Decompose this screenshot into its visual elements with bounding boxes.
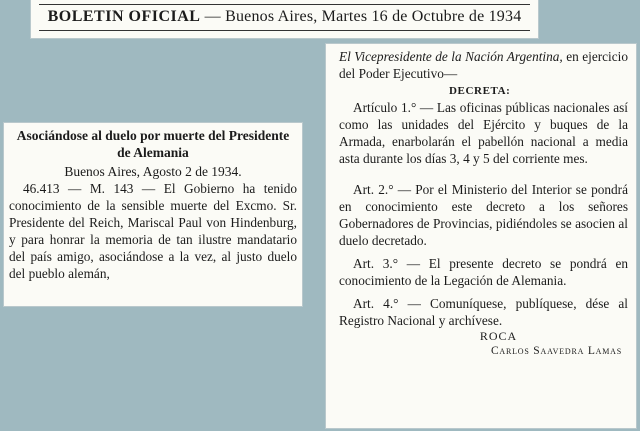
signature-roca: ROCA <box>479 329 518 343</box>
decree-intro: 46.413 — M. 143 — El Gobierno ha tenido conocimiento de la sensible muerte del Excmo. Sr. Presidente del Reich, Mariscal Paul von Hindenburg, y para honrar la memoria de tan ilustre mandatario del país amigo, asociándose a la vez, al justo duelo del pueblo alemán, <box>9 181 297 281</box>
decree-title: Asociándose al duelo por muerte del Presidente de Alemania <box>16 128 290 160</box>
preamble-rest: en ejercicio del Poder Ejecutivo— <box>339 49 628 81</box>
decreta-heading: DECRETA: <box>449 85 511 97</box>
header-top-rule <box>39 4 530 5</box>
preamble-italic: El Vicepresidente de la Nación Argentina, <box>339 49 563 64</box>
header-clipping <box>31 0 538 38</box>
publication-name: BOLETIN OFICIAL <box>47 8 201 25</box>
dateline: Buenos Aires, Agosto 2 de 1934. <box>64 164 242 179</box>
article-4: Art. 4.° — Comuníquese, publíquese, dése al Registro Nacional y archívese. <box>339 296 628 328</box>
right-clipping <box>326 44 636 428</box>
article-1: Artículo 1.° — Las oficinas públicas nacionales así como las unidades del Ejército y buques de la Armada, enarbolarán el pabellón nacional a media asta durante los días 3, 4 y 5 del corriente mes. <box>339 100 628 166</box>
left-clipping <box>4 123 302 306</box>
article-3: Art. 3.° — El presente decreto se pondrá en conocimiento de la Legación de Alemania. <box>339 256 628 288</box>
header-bottom-rule <box>39 30 530 31</box>
header-text <box>41 6 528 28</box>
preamble <box>339 48 628 82</box>
article-2: Art. 2.° — Por el Ministerio del Interior se pondrá en conocimiento este decreto a los señores Gobernadores de Provincias, pidiéndoles se asocien al duelo decretado. <box>339 182 628 248</box>
signature-saavedra-lamas: Carlos Saavedra Lamas <box>490 345 622 357</box>
header-date: — Buenos Aires, Martes 16 de Octubre de 1934 <box>200 8 522 25</box>
